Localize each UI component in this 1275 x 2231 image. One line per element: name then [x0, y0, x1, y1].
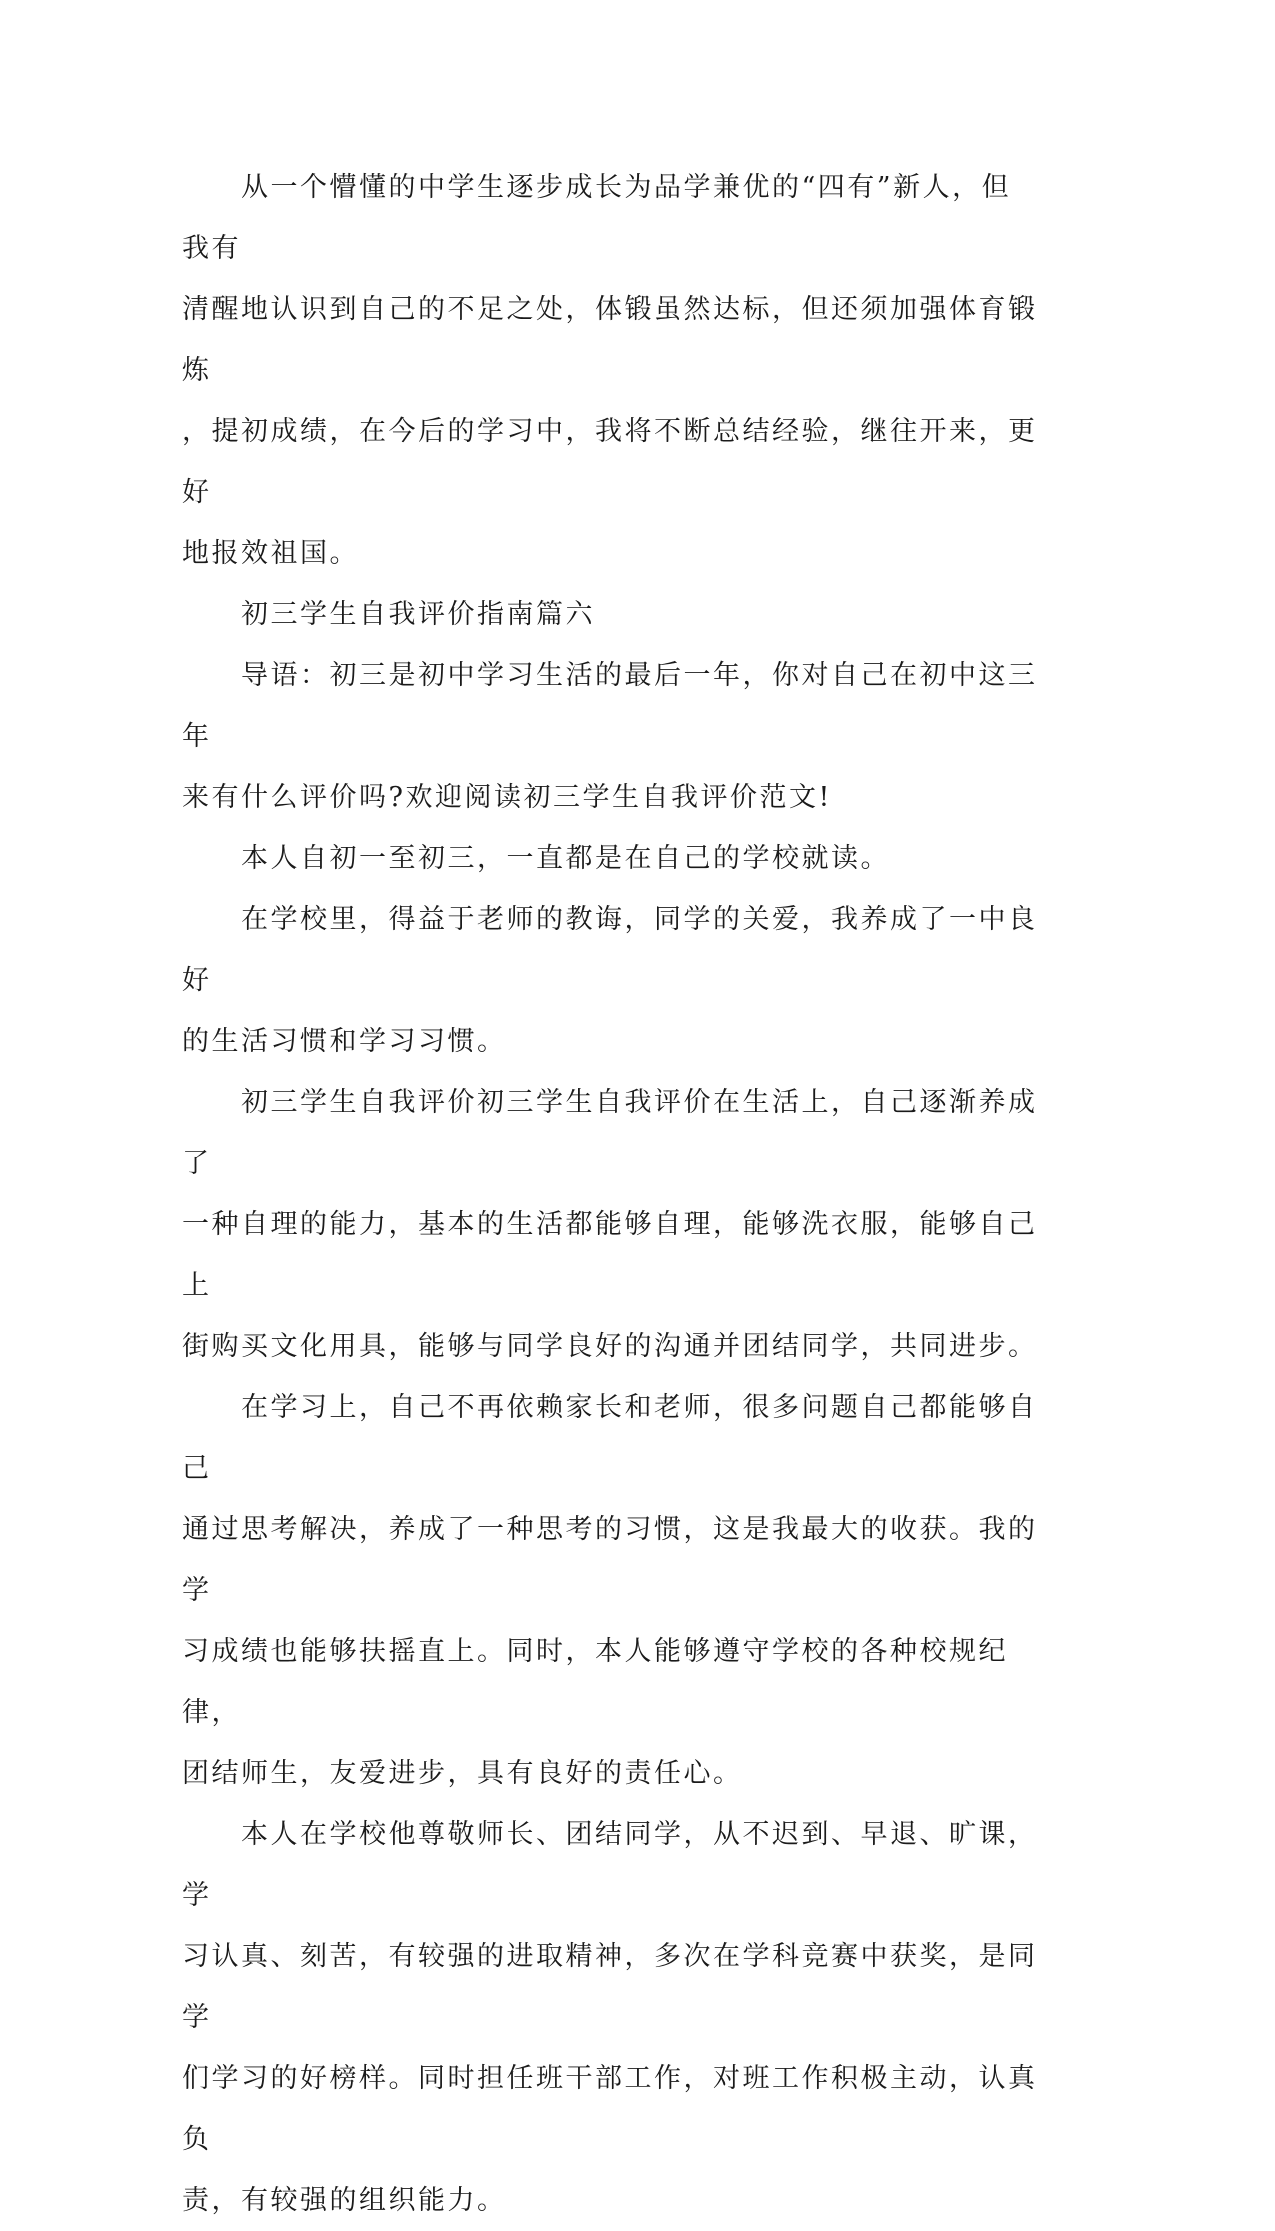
- document-body: [182, 157, 1040, 2231]
- paragraph-5: 在学习上，自己不再依赖家长和老师，很多问题自己都能够自己 通过思考解决，养成了一种思考的习惯，这是我最大的收获。我的学 习成绩也能够扶摇直上。同时，本人能够遵守学校的各种校规纪律， 团结师生，友爱进步，具有良好的责任心。: [182, 1392, 1038, 1789]
- paragraph-4: 初三学生自我评价初三学生自我评价在生活上，自己逐渐养成了 一种自理的能力，基本的生活都能够自理，能够洗衣服，能够自己上 街购买文化用具，能够与同学良好的沟通并团结同学，共同进步。: [182, 1087, 1038, 1362]
- paragraph-1: 从一个懵懂的中学生逐步成长为品学兼优的“四有”新人，但我有 清醒地认识到自己的不足之处，体锻虽然达标，但还须加强体育锻炼 ，提初成绩，在今后的学习中，我将不断总结经验，继往开来，更好 地报效祖国。: [182, 172, 1038, 569]
- paragraph-2: 本人自初一至初三，一直都是在自己的学校就读。: [182, 843, 890, 874]
- paragraph-6: 本人在学校他尊敬师长、团结同学，从不迟到、早退、旷课，学 习认真、刻苦，有较强的进取精神，多次在学科竞赛中获奖，是同学 们学习的好榜样。同时担任班干部工作，对班工作积极主动，认真负 责，有较强的组织能力。: [182, 1819, 1038, 2216]
- paragraph-intro: 导语：初三是初中学习生活的最后一年，你对自己在初中这三年 来有什么评价吗?欢迎阅读初三学生自我评价范文!: [182, 660, 1038, 813]
- paragraph-3: 在学校里，得益于老师的教诲，同学的关爱，我养成了一中良好 的生活习惯和学习习惯。: [182, 904, 1038, 1057]
- section-heading: 初三学生自我评价指南篇六: [182, 599, 595, 630]
